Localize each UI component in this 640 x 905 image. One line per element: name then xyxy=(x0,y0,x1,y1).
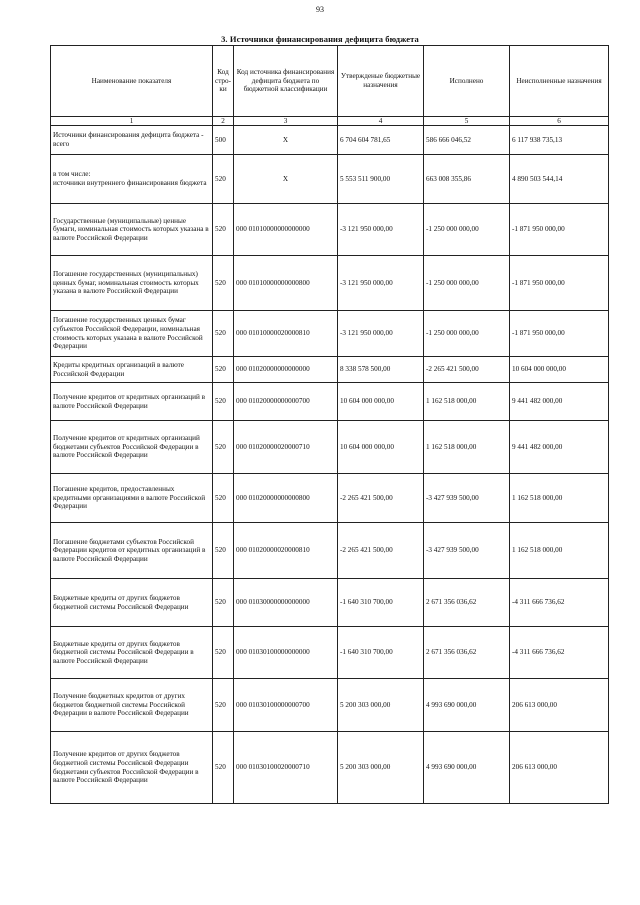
indicator-name-cell: Погашение кредитов, предоставленных кредитными организациями в валюте Российской Федерации xyxy=(51,474,213,523)
unexecuted-amount-cell: 9 441 482 000,00 xyxy=(510,383,609,421)
classification-code-cell: 000 01020000000000000 xyxy=(234,357,338,383)
unexecuted-amount-cell: -1 871 950 000,00 xyxy=(510,204,609,256)
classification-code-cell: 000 01010000000000800 xyxy=(234,256,338,311)
classification-code-cell: X xyxy=(234,126,338,155)
table-row xyxy=(51,204,609,256)
line-code-cell: 520 xyxy=(213,474,234,523)
unexecuted-amount-cell: 206 613 000,00 xyxy=(510,732,609,804)
line-code-cell: 520 xyxy=(213,627,234,679)
executed-amount-cell: 4 993 690 000,00 xyxy=(424,679,510,732)
unexecuted-amount-cell: 9 441 482 000,00 xyxy=(510,421,609,474)
indicator-name-cell: Государственные (муниципальные) ценные бумаги, номинальная стоимость которых указана в валюте Российской Федерации xyxy=(51,204,213,256)
line-code-cell: 520 xyxy=(213,383,234,421)
executed-amount-cell: -3 427 939 500,00 xyxy=(424,474,510,523)
approved-amount-cell: 6 704 604 781,65 xyxy=(338,126,424,155)
unexecuted-amount-cell: -1 871 950 000,00 xyxy=(510,311,609,357)
col-number: 1 xyxy=(51,117,213,126)
page-number: 93 xyxy=(316,5,324,14)
table-row xyxy=(51,474,609,523)
indicator-name-cell: Погашение государственных ценных бумаг субъектов Российской Федерации, номинальная стоимость которых указана в валюте Российской Федерации xyxy=(51,311,213,357)
classification-code-cell: 000 01010000000000000 xyxy=(234,204,338,256)
indicator-name-cell: Получение кредитов от кредитных организаций в валюте Российской Федерации xyxy=(51,383,213,421)
classification-code-cell: 000 01020000020000710 xyxy=(234,421,338,474)
executed-amount-cell: 2 671 356 036,62 xyxy=(424,579,510,627)
line-code-cell: 520 xyxy=(213,311,234,357)
unexecuted-amount-cell: -4 311 666 736,62 xyxy=(510,627,609,679)
executed-amount-cell: -2 265 421 500,00 xyxy=(424,357,510,383)
executed-amount-cell: -3 427 939 500,00 xyxy=(424,523,510,579)
approved-amount-cell: 5 200 303 000,00 xyxy=(338,679,424,732)
indicator-name-cell: в том числе: источники внутреннего финансирования бюджета xyxy=(51,155,213,204)
classification-code-cell: 000 01020000020000810 xyxy=(234,523,338,579)
table-row xyxy=(51,627,609,679)
executed-amount-cell: 1 162 518 000,00 xyxy=(424,421,510,474)
col-number: 5 xyxy=(424,117,510,126)
header-row xyxy=(51,46,609,117)
approved-amount-cell: 5 553 511 900,00 xyxy=(338,155,424,204)
unexecuted-amount-cell: 1 162 518 000,00 xyxy=(510,474,609,523)
classification-code-cell: X xyxy=(234,155,338,204)
line-code-cell: 520 xyxy=(213,256,234,311)
line-code-cell: 520 xyxy=(213,155,234,204)
table-row xyxy=(51,126,609,155)
executed-amount-cell: 586 666 046,52 xyxy=(424,126,510,155)
indicator-name-cell: Бюджетные кредиты от других бюджетов бюджетной системы Российской Федерации в валюте Российской Федерации xyxy=(51,627,213,679)
approved-amount-cell: -3 121 950 000,00 xyxy=(338,204,424,256)
approved-amount-cell: -2 265 421 500,00 xyxy=(338,523,424,579)
unexecuted-amount-cell: 4 890 503 544,14 xyxy=(510,155,609,204)
table-row xyxy=(51,256,609,311)
col-header-line-code: Код стро-ки xyxy=(213,46,234,117)
col-header-unexecuted: Неисполненные назначения xyxy=(510,46,609,117)
executed-amount-cell: -1 250 000 000,00 xyxy=(424,204,510,256)
classification-code-cell: 000 01020000000000700 xyxy=(234,383,338,421)
executed-amount-cell: 1 162 518 000,00 xyxy=(424,383,510,421)
classification-code-cell: 000 01030000000000000 xyxy=(234,579,338,627)
indicator-name-cell: Кредиты кредитных организаций в валюте Российской Федерации xyxy=(51,357,213,383)
col-header-classification-code: Код источника финансирования дефицита бюджета по бюджетной классификации xyxy=(234,46,338,117)
executed-amount-cell: 663 008 355,86 xyxy=(424,155,510,204)
approved-amount-cell: 8 338 578 500,00 xyxy=(338,357,424,383)
line-code-cell: 520 xyxy=(213,679,234,732)
col-header-approved: Утвержденые бюджетные назначения xyxy=(338,46,424,117)
executed-amount-cell: -1 250 000 000,00 xyxy=(424,311,510,357)
indicator-name-cell: Получение кредитов от других бюджетов бюджетной системы Российской Федерации бюджетами субъектов Российской Федерации в валюте Российской Федерации xyxy=(51,732,213,804)
column-number-row xyxy=(51,117,609,126)
col-header-executed: Исполнено xyxy=(424,46,510,117)
executed-amount-cell: -1 250 000 000,00 xyxy=(424,256,510,311)
classification-code-cell: 000 01030100000000000 xyxy=(234,627,338,679)
classification-code-cell: 000 01020000000000800 xyxy=(234,474,338,523)
line-code-cell: 520 xyxy=(213,204,234,256)
col-number: 3 xyxy=(234,117,338,126)
indicator-name-cell: Получение кредитов от кредитных организаций бюджетами субъектов Российской Федерации в валюте Российской Федерации xyxy=(51,421,213,474)
unexecuted-amount-cell: -1 871 950 000,00 xyxy=(510,256,609,311)
table-row xyxy=(51,523,609,579)
col-header-indicator-name: Наименование показателя xyxy=(51,46,213,117)
table-row xyxy=(51,679,609,732)
col-number: 6 xyxy=(510,117,609,126)
table-row xyxy=(51,732,609,804)
classification-code-cell: 000 01010000020000810 xyxy=(234,311,338,357)
approved-amount-cell: -1 640 310 700,00 xyxy=(338,627,424,679)
line-code-cell: 520 xyxy=(213,357,234,383)
unexecuted-amount-cell: 6 117 938 735,13 xyxy=(510,126,609,155)
financing-sources-table xyxy=(50,45,609,804)
col-number: 2 xyxy=(213,117,234,126)
table-body xyxy=(51,126,609,804)
approved-amount-cell: -3 121 950 000,00 xyxy=(338,311,424,357)
executed-amount-cell: 2 671 356 036,62 xyxy=(424,627,510,679)
indicator-name-cell: Получение бюджетных кредитов от других бюджетов бюджетной системы Российской Федерации в валюте Российской Федерации xyxy=(51,679,213,732)
approved-amount-cell: -2 265 421 500,00 xyxy=(338,474,424,523)
line-code-cell: 520 xyxy=(213,579,234,627)
line-code-cell: 500 xyxy=(213,126,234,155)
approved-amount-cell: 5 200 303 000,00 xyxy=(338,732,424,804)
line-code-cell: 520 xyxy=(213,421,234,474)
table-row xyxy=(51,383,609,421)
table-row xyxy=(51,579,609,627)
unexecuted-amount-cell: 10 604 000 000,00 xyxy=(510,357,609,383)
classification-code-cell: 000 01030100000000700 xyxy=(234,679,338,732)
indicator-name-cell: Погашение государственных (муниципальных) ценных бумаг, номинальная стоимость которых указана в валюте Российской Федерации xyxy=(51,256,213,311)
approved-amount-cell: -1 640 310 700,00 xyxy=(338,579,424,627)
executed-amount-cell: 4 993 690 000,00 xyxy=(424,732,510,804)
table-row xyxy=(51,311,609,357)
line-code-cell: 520 xyxy=(213,732,234,804)
unexecuted-amount-cell: 1 162 518 000,00 xyxy=(510,523,609,579)
table-row xyxy=(51,357,609,383)
indicator-name-cell: Бюджетные кредиты от других бюджетов бюджетной системы Российской Федерации xyxy=(51,579,213,627)
unexecuted-amount-cell: -4 311 666 736,62 xyxy=(510,579,609,627)
col-number: 4 xyxy=(338,117,424,126)
line-code-cell: 520 xyxy=(213,523,234,579)
table-row xyxy=(51,421,609,474)
table-row xyxy=(51,155,609,204)
indicator-name-cell: Погашение бюджетами субъектов Российской Федерации кредитов от кредитных организаций в валюте Российской Федерации xyxy=(51,523,213,579)
unexecuted-amount-cell: 206 613 000,00 xyxy=(510,679,609,732)
approved-amount-cell: 10 604 000 000,00 xyxy=(338,421,424,474)
approved-amount-cell: 10 604 000 000,00 xyxy=(338,383,424,421)
indicator-name-cell: Источники финансирования дефицита бюджета - всего xyxy=(51,126,213,155)
classification-code-cell: 000 01030100020000710 xyxy=(234,732,338,804)
section-title: 3. Источники финансирования дефицита бюджета xyxy=(221,34,419,44)
approved-amount-cell: -3 121 950 000,00 xyxy=(338,256,424,311)
